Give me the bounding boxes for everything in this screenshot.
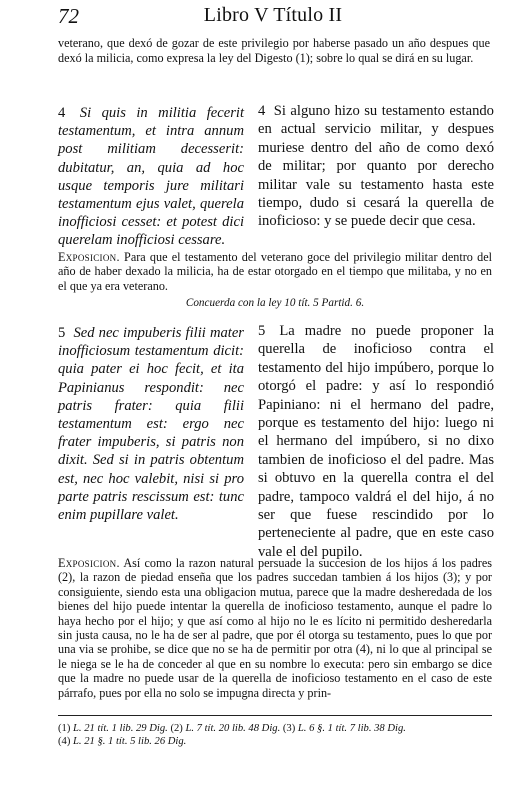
footnote-marker: (2): [170, 723, 183, 734]
section-4-latin-text: Si quis in militia fecerit testamentum, et intra annum post militiam decesserit: dubitatur, an, quia ad hoc usque temporis jure militari testamentum ejus valet, querela inofficiosi cesset: et potest dici querelam inofficiosi cessare.: [58, 105, 244, 249]
page-header: [58, 4, 488, 34]
footnote-line-1: [58, 722, 498, 735]
footnote-citation: L. 7 tít. 20 lib. 48 Dig.: [185, 723, 281, 734]
footnote-citation: L. 21 §. 1 tít. 5 lib. 26 Dig.: [73, 736, 187, 747]
footnote-marker: (4): [58, 736, 71, 747]
section-5-spanish-text: La madre no puede proponer la querella de inoficioso contra el testamento del hijo impúbero, porque lo otorgó el padre: y así lo respondió Papiniano: ni el hermano del padre, porque es testamento del hijo: luego ni el hermano del impúbero, si no dixo tambien de inoficioso el del padre. Mas si obtuvo en la querella contra el del padre, tampoco valdrá el del hijo, á no ser que fuese rescindido por lo perteneciente al padre, que en este caso vale el del pupilo.: [258, 323, 494, 560]
intro-paragraph: veterano, que dexó de gozar de este privilegio por haberse pasado un año despues que dexó la milicia, como expresa la ley del Digesto (1); sobre lo qual se dirá en su lugar.: [58, 36, 490, 65]
section-4-number-spanish: 4: [258, 103, 266, 119]
footnote-citation: L. 21 tít. 1 lib. 29 Dig.: [73, 723, 168, 734]
footnote-line-2: [58, 735, 498, 748]
section-4-latin: [58, 104, 244, 250]
exposition-label: Exposicion.: [58, 556, 120, 570]
exposition-label: Exposicion.: [58, 250, 120, 264]
section-4-spanish-text: Si alguno hizo su testamento estando en actual servicio militar, y despues muriese dentro del año de como dexó de militar; por quanto por derecho militar vale su testamento hasta este tiempo, dudo si cesará la querella de inoficioso: y se puede decir que cesa.: [258, 103, 494, 230]
section-5-latin-text: Sed nec impuberis filii mater inofficiosum testamentum dicit: quia pater ei hoc fecit, et ita Papinianus respondit: nec patris frater: quia filii testamentum est: ergo nec frater impuberis, si patris non dixit. Sed si in patris obtentum est, nec hoc valebit, nisi si pro parte patris rescissum est: tunc enim pupillare valet.: [58, 325, 244, 524]
section-5-exposition-text: Así como la razon natural persuade la succesion de los hijos á los padres (2), la razon de piedad enseña que los padres succedan tambien á los hijos (3); y por consiguiente, siendo esta una obligacion mutua, parece que la madre desheredada de los bienes del hijo puede intentar la querella de inoficioso testamento, aunque el padre lo haya hecho por el hijo; y que así como al hijo no le es lícito ni permitido desheredarla sin justa causa, no le ha de ser al padre, que por él otorga su testamento, pues lo que por una via se prohibe, se dice que no se ha de permitir por otra (4), ni lo que al principal se le niega se le ha de conceder al que en su nombre lo executa: pero sin embargo se dice que la madre no puede usar de la querella de inoficioso testamento en el caso de este párrafo, pues por ella no solo se impugna directa y prin-: [58, 556, 493, 700]
footnotes: [58, 722, 498, 748]
footnote-marker: (1): [58, 723, 71, 734]
footnote-citation: L. 6 §. 1 tít. 7 lib. 38 Dig.: [297, 723, 406, 734]
running-title: Libro V Título II: [203, 4, 343, 26]
section-5-number-spanish: 5: [258, 323, 266, 339]
section-5-exposition: [58, 556, 492, 700]
section-4-exposition-text: Para que el testamento del veterano goce del privilegio militar dentro del año de haber dexado la milicia, ha de estar otorgado en el tiempo que militaba, y no en el que ya era veterano.: [58, 250, 492, 293]
concordance-note: Concuerda con la ley 10 tít. 5 Partid. 6.: [185, 297, 365, 309]
section-4-exposition: [58, 250, 492, 293]
section-4-number: 4: [58, 105, 66, 121]
section-5-latin: [58, 324, 244, 524]
section-5-number: 5: [58, 325, 66, 341]
footnote-divider: [58, 715, 492, 716]
section-5-spanish: [258, 322, 494, 561]
footnote-marker: (3): [282, 723, 296, 734]
section-4-spanish: [258, 102, 494, 231]
page-number: 72: [58, 4, 79, 28]
